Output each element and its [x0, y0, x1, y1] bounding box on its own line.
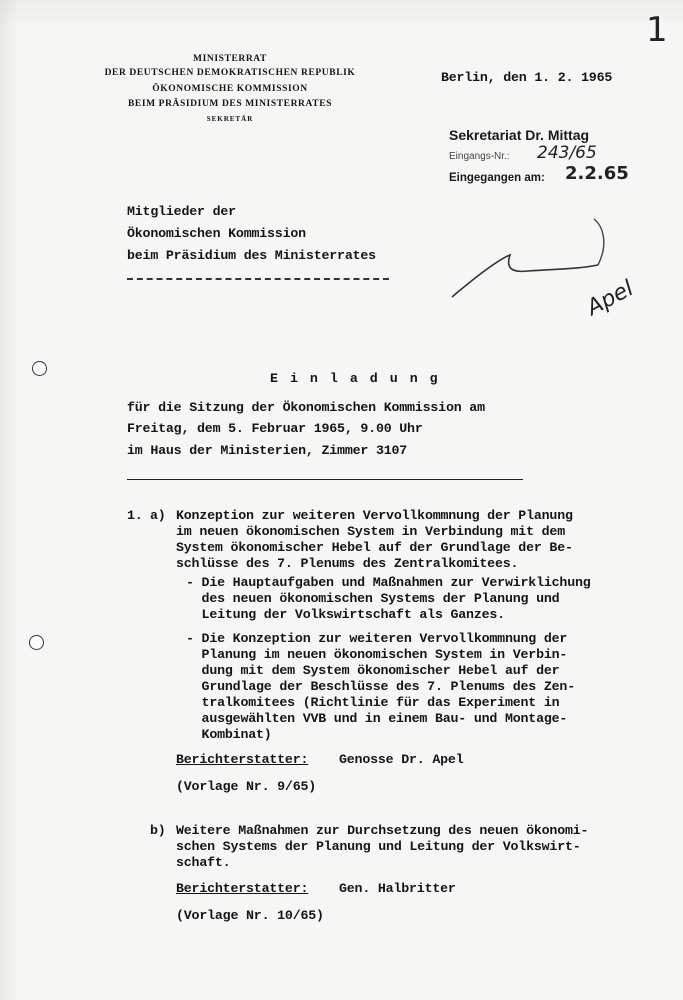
bullet-2-line: - Die Konzeption zur weiteren Vervollkommnung der — [186, 631, 568, 646]
date-line: Berlin, den 1. 2. 1965 — [441, 70, 613, 85]
recipient-line-1: Mitglieder der — [127, 204, 236, 219]
agenda-item-number: 1. — [127, 508, 143, 523]
agenda-b-line: schen Systems der Planung und Leitung der Volkswirt- — [176, 839, 581, 854]
header-praesidium: BEIM PRÄSIDIUM DES MINISTERRATES — [127, 99, 333, 109]
agenda-b-line: schaft. — [176, 855, 231, 870]
recipient-dashed-rule — [127, 278, 389, 280]
b-reporter-name: Gen. Halbritter — [339, 881, 456, 896]
bullet-2-line: Kombinat) — [186, 727, 272, 742]
stamp-eingegangen-value: 2.2.65 — [565, 163, 629, 184]
punch-hole-lower — [29, 635, 44, 650]
header-oekonomische-kommission: ÖKONOMISCHE KOMMISSION — [152, 84, 308, 94]
agenda-a-line: Konzeption zur weiteren Vervollkommnung der Planung — [176, 508, 573, 523]
agenda-a-line: System ökonomischer Hebel auf der Grundlage der Be- — [176, 540, 573, 555]
recipient-line-2: Ökonomischen Kommission — [127, 226, 306, 241]
a-reporter-label: Berichterstatter: — [176, 752, 309, 767]
bullet-1-line: des neuen ökonomischen Systems der Planung und — [186, 591, 560, 606]
signature-apel: Apel — [582, 276, 638, 321]
agenda-b-line: Weitere Maßnahmen zur Durchsetzung des neuen ökonomi- — [176, 823, 589, 838]
bullet-2-line: ausgewählten VVB und in einem Bau- und Montage- — [186, 711, 568, 726]
stamp-eingang-value: 243/65 — [537, 143, 597, 163]
invitation-line-1: für die Sitzung der Ökonomischen Kommission am — [127, 400, 485, 415]
invitation-line-2: Freitag, dem 5. Februar 1965, 9.00 Uhr — [127, 421, 423, 436]
stamp-eingegangen-label: Eingegangen am: — [449, 172, 545, 184]
bullet-2-line: Planung im neuen ökonomischen System in Verbin- — [186, 647, 568, 662]
punch-hole-upper — [32, 361, 47, 376]
agenda-b-label: b) — [150, 823, 166, 838]
stamp-eingang-label: Eingangs-Nr.: — [449, 151, 510, 162]
agenda-a-label: a) — [150, 508, 166, 523]
bullet-1-line: - Die Hauptaufgaben und Maßnahmen zur Verwirklichung — [186, 575, 591, 590]
header-ministerrat: MINISTERRAT — [193, 54, 267, 64]
a-vorlage: (Vorlage Nr. 9/65) — [176, 779, 317, 794]
b-reporter-label: Berichterstatter: — [176, 881, 309, 896]
handwritten-arrow-mark — [448, 215, 618, 305]
stamp-title: Sekretariat Dr. Mittag — [449, 127, 590, 143]
b-vorlage: (Vorlage Nr. 10/65) — [176, 908, 324, 923]
header-ddr: DER DEUTSCHEN DEMOKRATISCHEN REPUBLIK — [104, 68, 356, 78]
agenda-a-line: schlüsse des 7. Plenums des Zentralkomitees. — [176, 556, 519, 571]
agenda-a-line: im neuen ökonomischen System in Verbindung mit dem — [176, 524, 565, 539]
recipient-line-3: beim Präsidium des Ministerrates — [127, 248, 376, 263]
invitation-heading: E i n l a d u n g — [270, 371, 440, 386]
invitation-rule — [127, 479, 523, 480]
header-sekretaer: SEKRETÄR — [206, 115, 254, 123]
bullet-2-line: tralkomitees (Richtlinie für das Experiment in — [186, 695, 560, 710]
bullet-2-line: Grundlage der Beschlüsse des 7. Plenums des Zen- — [186, 679, 575, 694]
bullet-2-line: dung mit dem System ökonomischer Hebel auf der — [186, 663, 560, 678]
bullet-1-line: Leitung der Volkswirtschaft als Ganzes. — [186, 607, 505, 622]
page-number: 1 — [646, 10, 668, 50]
invitation-line-3: im Haus der Ministerien, Zimmer 3107 — [127, 443, 408, 458]
a-reporter-name: Genosse Dr. Apel — [339, 752, 464, 767]
